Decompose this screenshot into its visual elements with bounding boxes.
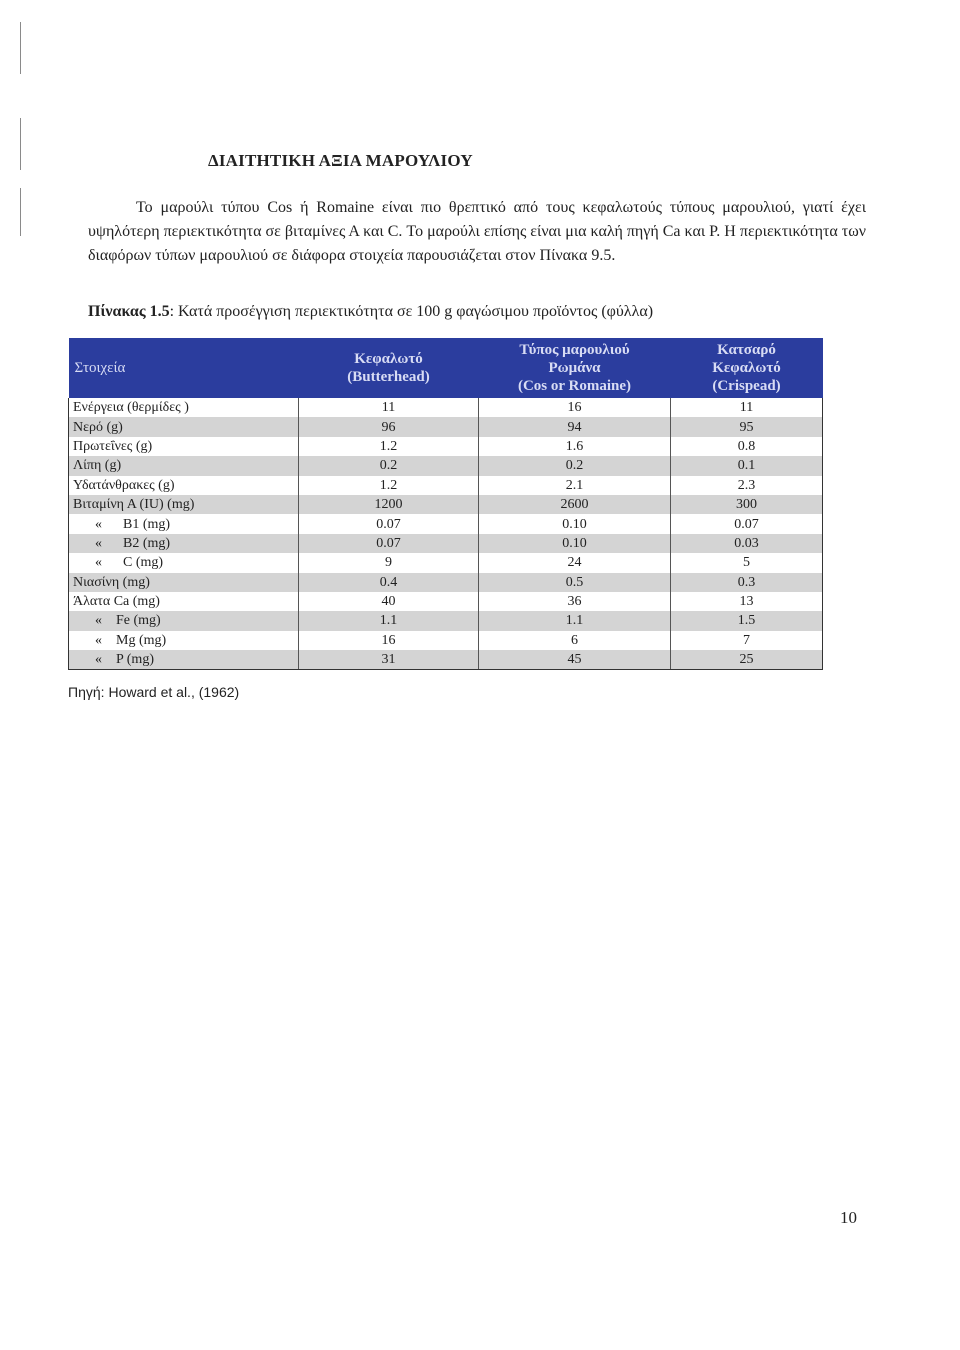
scan-edge-line <box>20 188 21 236</box>
table-body <box>69 398 823 670</box>
row-value: 7 <box>671 631 823 650</box>
header-elements <box>69 338 299 398</box>
nutrition-table <box>68 338 823 670</box>
row-value: 95 <box>671 417 823 436</box>
row-value: 0.8 <box>671 437 823 456</box>
table-row <box>69 417 823 436</box>
row-value: 36 <box>479 592 671 611</box>
table-row <box>69 534 823 553</box>
header-crisphead-line1: Κατσαρό <box>717 342 776 358</box>
scan-edge-line <box>20 22 21 74</box>
header-elements-label: Στοιχεία <box>74 360 126 376</box>
row-label: « Fe (mg) <box>69 611 299 630</box>
table-caption-label: Πίνακας 1.5 <box>88 303 170 320</box>
table-row <box>69 553 823 572</box>
row-value: 0.2 <box>479 456 671 475</box>
table-row <box>69 456 823 475</box>
row-value: 0.07 <box>299 534 479 553</box>
row-label: Νερό (g) <box>69 417 299 436</box>
table-caption-text: : Κατά προσέγγιση περιεκτικότητα σε 100 g φαγώσιμου προϊόντος (φύλλα) <box>169 303 654 320</box>
header-romaine <box>479 338 671 398</box>
row-value: 1.6 <box>479 437 671 456</box>
row-value: 1.2 <box>299 476 479 495</box>
table-row <box>69 573 823 592</box>
body-paragraph: Το μαρούλι τύπου Cos ή Romaine είναι πιο θρεπτικό από τους κεφαλωτούς τύπους μαρουλιού, γιατί έχει υψηλότερη περιεκτικότητα σε βιταμίνες Α και C. Το μαρούλι επίσης είναι μια καλή πηγή Ca και Ρ. Η περιεκτικότητα των διαφόρων τύπων μαρουλιού σε διάφορα στοιχεία παρουσιάζεται στον Πίνακα 9.5. <box>88 199 866 264</box>
row-value: 0.10 <box>479 534 671 553</box>
header-crisphead <box>671 338 823 398</box>
row-value: 2.1 <box>479 476 671 495</box>
header-romaine-line1: Τύπος μαρουλιού <box>519 342 630 358</box>
row-value: 25 <box>671 650 823 670</box>
scan-edge-line <box>20 118 21 170</box>
row-label: Νιασίνη (mg) <box>69 573 299 592</box>
row-label: Πρωτεΐνες (g) <box>69 437 299 456</box>
row-value: 0.03 <box>671 534 823 553</box>
page-title: ΔΙΑΙΤΗΤΙΚΗ ΑΞΙΑ ΜΑΡΟΥΛΙΟΥ <box>208 151 473 170</box>
row-value: 2600 <box>479 495 671 514</box>
row-value: 1200 <box>299 495 479 514</box>
row-label: « C (mg) <box>69 553 299 572</box>
row-value: 1.5 <box>671 611 823 630</box>
row-value: 0.07 <box>671 514 823 533</box>
page-number: 10 <box>840 1208 857 1227</box>
row-value: 11 <box>299 398 479 417</box>
table-header <box>69 338 823 398</box>
table-caption <box>88 303 653 321</box>
row-value: 13 <box>671 592 823 611</box>
row-value: 1.2 <box>299 437 479 456</box>
row-value: 40 <box>299 592 479 611</box>
row-label: Λίπη (g) <box>69 456 299 475</box>
table-row <box>69 476 823 495</box>
row-value: 0.1 <box>671 456 823 475</box>
row-value: 0.07 <box>299 514 479 533</box>
row-label: « P (mg) <box>69 650 299 670</box>
row-value: 5 <box>671 553 823 572</box>
row-label: Άλατα Ca (mg) <box>69 592 299 611</box>
row-value: 0.4 <box>299 573 479 592</box>
row-value: 11 <box>671 398 823 417</box>
row-value: 9 <box>299 553 479 572</box>
table-row <box>69 514 823 533</box>
header-butterhead-line2: (Butterhead) <box>347 369 430 385</box>
row-value: 1.1 <box>479 611 671 630</box>
table-row <box>69 650 823 670</box>
header-butterhead-line1: Κεφαλωτό <box>354 351 423 367</box>
header-romaine-line2: Ρωμάνα <box>548 360 601 376</box>
row-value: 0.10 <box>479 514 671 533</box>
row-label: « B2 (mg) <box>69 534 299 553</box>
table-row <box>69 495 823 514</box>
header-romaine-line3: (Cos or Romaine) <box>517 378 632 394</box>
row-value: 300 <box>671 495 823 514</box>
table-row <box>69 631 823 650</box>
header-crisphead-line2: Κεφαλωτό <box>712 360 781 376</box>
row-value: 16 <box>299 631 479 650</box>
table-row <box>69 592 823 611</box>
table-row <box>69 611 823 630</box>
row-value: 31 <box>299 650 479 670</box>
row-label: Ενέργεια (θερμίδες ) <box>69 398 299 417</box>
row-value: 2.3 <box>671 476 823 495</box>
header-butterhead <box>299 338 479 398</box>
row-value: 96 <box>299 417 479 436</box>
table-row <box>69 398 823 417</box>
row-label: Υδατάνθρακες (g) <box>69 476 299 495</box>
row-value: 6 <box>479 631 671 650</box>
row-label: « B1 (mg) <box>69 514 299 533</box>
row-value: 0.5 <box>479 573 671 592</box>
source-note: Πηγή: Howard et al., (1962) <box>68 684 240 700</box>
row-value: 16 <box>479 398 671 417</box>
row-value: 0.3 <box>671 573 823 592</box>
table-row <box>69 437 823 456</box>
row-value: 94 <box>479 417 671 436</box>
row-value: 24 <box>479 553 671 572</box>
row-label: Βιταμίνη Α (IU) (mg) <box>69 495 299 514</box>
row-value: 45 <box>479 650 671 670</box>
row-label: « Mg (mg) <box>69 631 299 650</box>
row-value: 1.1 <box>299 611 479 630</box>
row-value: 0.2 <box>299 456 479 475</box>
header-crisphead-line3: (Crispead) <box>712 378 781 394</box>
